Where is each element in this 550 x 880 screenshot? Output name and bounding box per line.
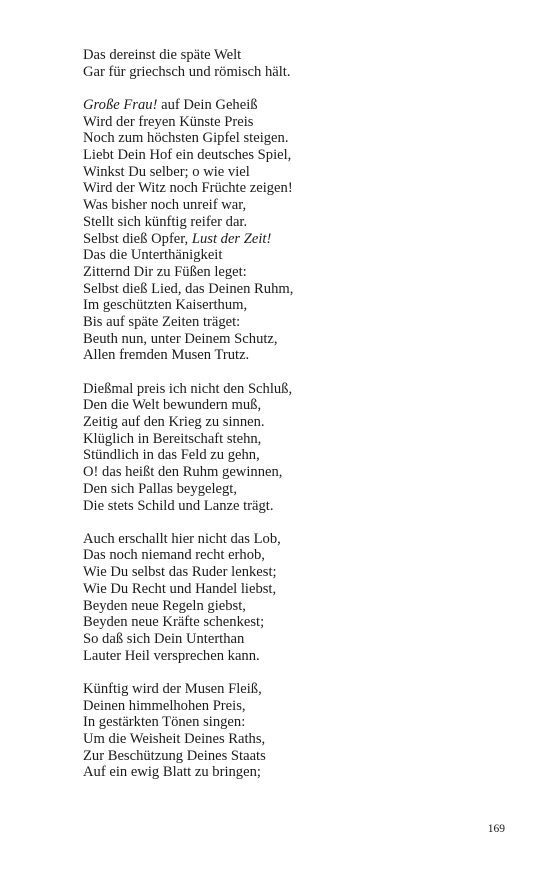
text-run: Auf ein ewig Blatt zu bringen; xyxy=(83,764,261,781)
text-run: Im geschützten Kaiserthum, xyxy=(83,297,248,314)
verse-line xyxy=(83,631,503,648)
text-run: Zitternd Dir zu Füßen leget: xyxy=(83,263,247,280)
verse-line xyxy=(83,397,503,414)
verse-line xyxy=(83,764,503,781)
verse-line xyxy=(83,197,503,214)
text-run: Beyden neue Kräfte schenkest; xyxy=(83,614,265,631)
text-run: Allen fremden Musen Trutz. xyxy=(83,347,250,364)
verse-line xyxy=(83,481,503,498)
text-run: Bis auf späte Zeiten träget: xyxy=(83,314,241,331)
text-run: Zeitig auf den Krieg zu sinnen. xyxy=(83,414,265,431)
text-run: Die stets Schild und Lanze trägt. xyxy=(83,497,274,514)
text-run: So daß sich Dein Unterthan xyxy=(83,631,245,647)
verse-line xyxy=(83,281,503,298)
text-run: Liebt Dein Hof ein deutsches Spiel, xyxy=(83,147,292,164)
text-run: Wie Du Recht und Handel liebst, xyxy=(83,580,277,597)
verse-line xyxy=(83,698,503,715)
verse-line xyxy=(83,130,503,147)
text-run: Wird der freyen Künste Preis xyxy=(83,113,254,130)
verse-line xyxy=(83,714,503,731)
verse-line xyxy=(83,231,503,248)
text-run: Selbst dieß Opfer, xyxy=(83,230,192,247)
poem-text xyxy=(83,47,503,798)
text-run: Künftig wird der Musen Fleiß, xyxy=(83,680,262,697)
text-run: Was bisher noch unreif war, xyxy=(83,197,247,214)
verse-line xyxy=(83,547,503,564)
verse-line xyxy=(83,581,503,598)
italic-text: Lust der Zeit! xyxy=(191,230,272,247)
verse-line xyxy=(83,147,503,164)
verse-line xyxy=(83,347,503,364)
text-run: Stündlich in das Feld zu gehn, xyxy=(83,447,260,464)
text-run: Gar für griechsch und römisch hält. xyxy=(83,63,291,80)
verse-line xyxy=(83,731,503,748)
text-run: Beyden neue Regeln giebst, xyxy=(83,597,246,614)
verse-line xyxy=(83,331,503,348)
verse-line xyxy=(83,114,503,131)
verse-line xyxy=(83,464,503,481)
text-run: Das noch niemand recht erhob, xyxy=(83,547,265,564)
verse-line xyxy=(83,297,503,314)
verse-line xyxy=(83,180,503,197)
text-run: Das die Unterthänigkeit xyxy=(83,247,223,264)
text-run: Wird der Witz noch Früchte zeigen! xyxy=(83,180,293,197)
verse-line xyxy=(83,531,503,548)
text-run: In gestärkten Tönen singen: xyxy=(83,714,246,731)
verse-line xyxy=(83,614,503,631)
verse-line xyxy=(83,598,503,615)
text-run: Lauter Heil versprechen kann. xyxy=(83,647,260,664)
text-run: Den sich Pallas beygelegt, xyxy=(83,480,238,497)
verse-line xyxy=(83,164,503,181)
verse-line xyxy=(83,214,503,231)
stanza xyxy=(83,97,503,364)
verse-line xyxy=(83,47,503,64)
italic-text: Große Frau! xyxy=(83,96,158,113)
text-run: Wie Du selbst das Ruder lenkest; xyxy=(83,564,277,581)
text-run: Den die Welt bewundern muß, xyxy=(83,397,262,414)
text-run: Dießmal preis ich nicht den Schluß, xyxy=(83,380,293,397)
page-number: 169 xyxy=(487,823,505,835)
text-run: Winkst Du selber; o wie viel xyxy=(83,163,250,180)
text-run: Deinen himmelhohen Preis, xyxy=(83,697,246,714)
stanza xyxy=(83,381,503,515)
verse-line xyxy=(83,498,503,515)
text-run: Selbst dieß Lied, das Deinen Ruhm, xyxy=(83,280,294,297)
text-run: auf Dein Geheiß xyxy=(157,96,258,113)
verse-line xyxy=(83,64,503,81)
text-run: Auch erschallt hier nicht das Lob, xyxy=(83,530,281,547)
verse-line xyxy=(83,648,503,665)
text-run: Um die Weisheit Deines Raths, xyxy=(83,731,266,748)
verse-line xyxy=(83,447,503,464)
text-run: O! das heißt den Ruhm gewinnen, xyxy=(83,464,283,481)
stanza xyxy=(83,681,503,781)
text-run: Klüglich in Bereitschaft stehn, xyxy=(83,430,262,447)
verse-line xyxy=(83,264,503,281)
text-run: Stellt sich künftig reifer dar. xyxy=(83,213,248,230)
text-run: Das dereinst die späte Welt xyxy=(83,47,242,63)
verse-line xyxy=(83,381,503,398)
verse-line xyxy=(83,414,503,431)
text-run: Zur Beschützung Deines Staats xyxy=(83,747,266,764)
text-run: Beuth nun, unter Deinem Schutz, xyxy=(83,330,278,347)
verse-line xyxy=(83,97,503,114)
verse-line xyxy=(83,247,503,264)
verse-line xyxy=(83,431,503,448)
verse-line xyxy=(83,564,503,581)
verse-line xyxy=(83,314,503,331)
stanza xyxy=(83,47,503,80)
text-run: Noch zum höchsten Gipfel steigen. xyxy=(83,130,289,147)
verse-line xyxy=(83,681,503,698)
verse-line xyxy=(83,748,503,765)
stanza xyxy=(83,531,503,665)
